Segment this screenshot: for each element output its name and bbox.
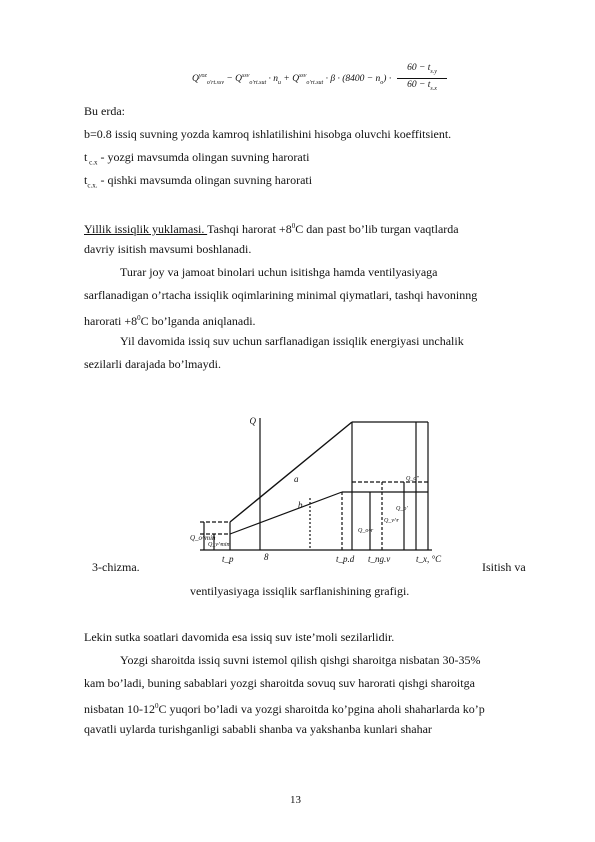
graph-x-tp: t_p [222, 554, 234, 564]
line-reasons: kam bo’ladi, buning sabablari yozgi sharoitda sovuq suv harorati qishgi sharoitga [84, 676, 475, 690]
line-apartments: qavatli uylarda turishganligi sababli shanba va yakshanba kunlari shahar [84, 722, 432, 736]
graph-right-label-4: Q_o'' [406, 476, 419, 482]
line-coefficient: b=0.8 issiq suvning yozda kamroq ishlatilishini hisobga oluvchi koeffitsient. [84, 127, 452, 141]
line-summer-consumption: Yozgi sharoitda issiq suvni istemol qilish qishgi sharoitga nisbatan 30-35% [120, 653, 481, 667]
line-annual-load: Yillik issiqlik yuklamasi. Tashqi harorat $+8^0C$ dan past bo’lib turgan vaqtlarda [84, 222, 459, 236]
line-hot-water: Yil davomida issiq suv uchun sarflanadigan issiqlik energiyasi unchalik [120, 334, 464, 348]
page-number: 13 [290, 794, 301, 806]
line-daily-consumption: Lekin sutka soatlari davomida esa issiq suv iste’moli sezilarlidir. [84, 630, 395, 644]
figure-caption-left: 3-chizma. [92, 560, 140, 574]
graph-x-tx: t_x, °C [416, 554, 442, 564]
line-t-summer: t $_{c.x}$ - yozgi mavsumda olingan suvning harorati [84, 150, 310, 167]
graph-x-tngv: t_ng.v [368, 554, 391, 564]
line-t-winter: $t_{c.x.}$ - qishki mavsumda olingan suvning harorati [84, 173, 313, 190]
graph-label-a: a [294, 474, 299, 484]
figure-caption-right: Isitish va [482, 560, 526, 574]
section-heading: Yillik issiqlik yuklamasi. [84, 222, 208, 236]
graph-right-label-1: Q_o^r [358, 528, 374, 534]
line-temperature: harorati $+8^0C$ bo’lganda aniqlanadi. [84, 314, 256, 328]
line-buildings: Turar joy va jamoat binolari uchun isitishga hamda ventilyasiyaga [120, 265, 438, 279]
line-temperature-difference: nisbatan $10-12^0C$ yuqori bo’ladi va yozgi sharoitda ko’pgina aholi shaharlarda ko’p [84, 702, 485, 716]
line-noticeable: sezilarli darajada bo’lmaydi. [84, 357, 221, 371]
graph-label-b: b [298, 500, 303, 510]
graph-right-label-3: Q_o' [396, 506, 408, 512]
heating-ventilation-graph [160, 410, 460, 580]
figure-caption-line2: ventilyasiyaga issiqlik sarflanishining grafigi. [190, 584, 410, 598]
graph-left-label-1: Q_o^min [190, 534, 216, 542]
graph-left-label-2: Q_v^min [208, 542, 230, 548]
line-heating-season: davriy isitish mavsumi boshlanadi. [84, 242, 252, 256]
graph-y-label: Q [249, 416, 256, 426]
line-minimal-values: sarflanadigan o’rtacha issiqlik oqimlarining minimal qiymatlari, tashqi havoninng [84, 288, 478, 302]
graph-right-label-2: Q_v^r [384, 518, 399, 524]
formula: $Q^{yoz}_{o'rt.ssv} - Q^{ssv}_{o'rt.sut} \cdot n_u + Q^{ssv}_{o'rt.sut} \cdot \beta \cdot (8400 - n_o)$ · $60 - t_{s.y}$ $60 - t_{s.x}$ [192, 63, 452, 97]
graph-x-tpd: t_p.d [336, 554, 355, 564]
graph-x-8: 8 [264, 552, 269, 562]
line-bu-erda: Bu erda: [84, 104, 125, 118]
